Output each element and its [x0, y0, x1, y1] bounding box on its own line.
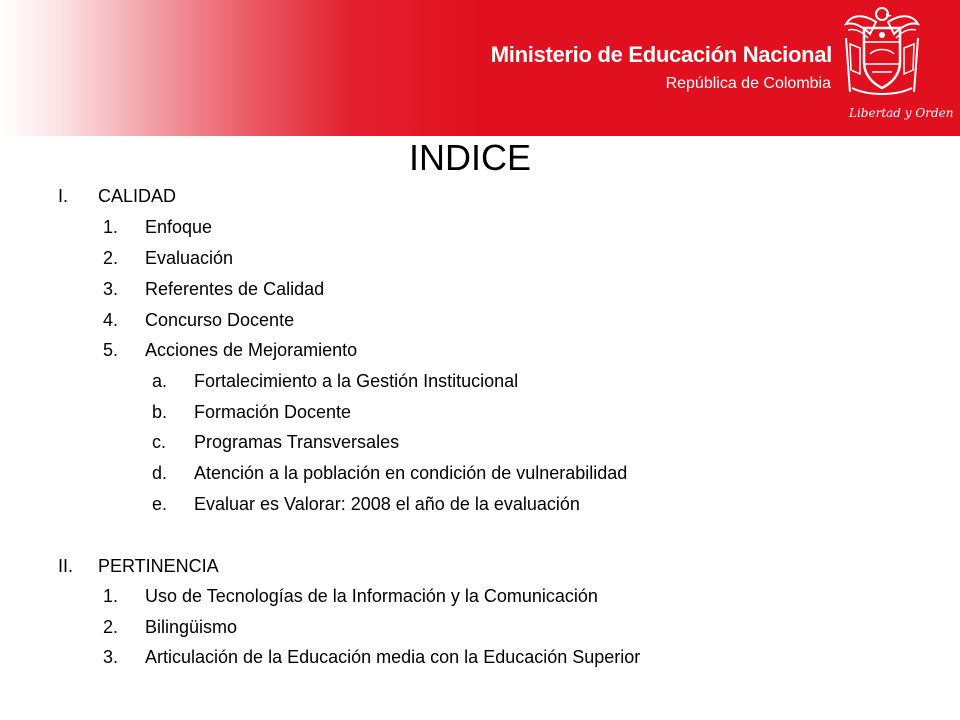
ministry-subtitle: República de Colombia [665, 75, 831, 92]
item-label: Articulación de la Educación media con la Educación Superior [145, 647, 641, 667]
section-marker: I. [58, 186, 69, 206]
subitem-marker: a. [152, 371, 168, 391]
section-label: PERTINENCIA [98, 556, 219, 576]
subitem-marker: d. [152, 463, 168, 483]
item-label: Referentes de Calidad [145, 279, 325, 299]
item-label: Bilingüismo [145, 617, 238, 637]
ministry-title: Ministerio de Educación Nacional [490, 42, 832, 67]
item-marker: 3. [103, 647, 119, 667]
item-label: Evaluación [145, 248, 234, 268]
motto: Libertad y Orden [849, 106, 954, 120]
section-marker: II. [58, 556, 74, 576]
subitem-label: Atención a la población en condición de vulnerabilidad [194, 463, 628, 483]
item-label: Enfoque [145, 217, 213, 237]
item-label: Uso de Tecnologías de la Información y la Comunicación [145, 586, 598, 606]
item-marker: 1. [103, 586, 119, 606]
section-label: CALIDAD [98, 186, 177, 206]
item-label: Acciones de Mejoramiento [145, 340, 358, 360]
item-marker: 2. [103, 248, 119, 268]
subitem-label: Evaluar es Valorar: 2008 el año de la evaluación [194, 494, 580, 514]
subitem-marker: e. [152, 494, 168, 514]
item-marker: 5. [103, 340, 119, 360]
subitem-label: Formación Docente [194, 402, 352, 422]
page-title: INDICE [408, 137, 531, 178]
subitem-label: Fortalecimiento a la Gestión Institucional [194, 371, 519, 391]
item-marker: 3. [103, 279, 119, 299]
item-label: Concurso Docente [145, 310, 295, 330]
item-marker: 4. [103, 310, 119, 330]
item-marker: 1. [103, 217, 119, 237]
subitem-marker: c. [152, 432, 167, 452]
subitem-marker: b. [152, 402, 168, 422]
subitem-label: Programas Transversales [194, 432, 400, 452]
item-marker: 2. [103, 617, 119, 637]
